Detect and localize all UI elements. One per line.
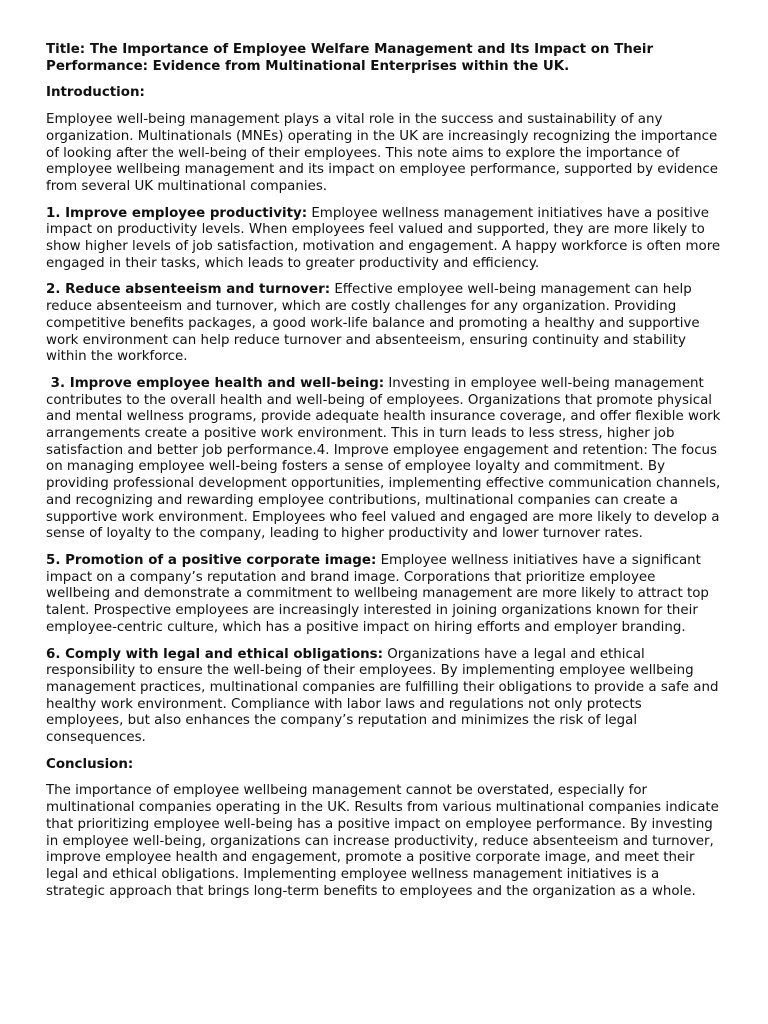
- introduction-heading: Introduction:: [46, 85, 145, 101]
- section-lead: 1. Improve employee productivity:: [46, 205, 308, 221]
- section-lead: 3. Improve employee health and well-being:: [46, 375, 385, 391]
- section-text: Employee wellness initiatives have a significant impact on a company’s reputation and brand image. Corporations that prioritize employee wellbeing and demonstrate a commitment to wellbeing management are more likely to attract top talent. Prospective employees are increasingly interested in joining organizations known for their employee-centric culture, which has a positive impact on hiring efforts and employer branding.: [46, 552, 709, 635]
- section-productivity: [46, 206, 722, 273]
- section-text: Effective employee well-being management can help reduce absenteeism and turnover, which are costly challenges for any organization. Providing competitive benefits packages, a good work-life balance and promoting a healthy and supportive work environment can help reduce turnover and absenteeism, ensuring continuity and stability within the workforce.: [46, 282, 700, 365]
- document-page: [46, 42, 722, 910]
- section-text: Investing in employee well-being management contributes to the overall health and well-being of employees. Organizations that promote physical and mental wellness programs, provide adequate health insurance coverage, and offer flexible work arrangements create a positive work environment. This in turn leads to less stress, higher job satisfaction and better job performance.4. Improve employee engagement and retention: The focus on managing employee well-being fosters a sense of employee loyalty and commitment. By providing professional development opportunities, implementing effective communication channels, and recognizing and rewarding employee contributions, multinational companies can create a supportive work environment. Employees who feel valued and engaged are more likely to develop a sense of loyalty to the company, leading to higher productivity and lower turnover rates.: [46, 375, 721, 542]
- section-text: Employee wellness management initiatives have a positive impact on productivity levels. When employees feel valued and supported, they are more likely to show higher levels of job satisfaction, motivation and engagement. A happy workforce is often more engaged in their tasks, which leads to greater productivity and efficiency.: [46, 205, 721, 271]
- section-lead: 2. Reduce absenteeism and turnover:: [46, 282, 331, 298]
- section-lead: 6. Comply with legal and ethical obligations:: [46, 646, 383, 662]
- conclusion-heading: Conclusion:: [46, 756, 134, 772]
- section-legal: [46, 647, 722, 747]
- section-lead: 5. Promotion of a positive corporate image:: [46, 552, 377, 568]
- introduction-paragraph: Employee well-being management plays a vital role in the success and sustainability of any organization. Multinationals (MNEs) operating in the UK are increasingly recognizing the importance of looking after the well-being of their employees. This note aims to explore the importance of employee wellbeing management and its impact on employee performance, supported by evidence from several UK multinational companies.: [46, 112, 718, 194]
- conclusion-paragraph: The importance of employee wellbeing management cannot be overstated, especially for multinational companies operating in the UK. Results from various multinational companies indicate that prioritizing employee well-being has a positive impact on employee performance. By investing in employee well-being, organizations can increase productivity, reduce absenteeism and turnover, improve employee health and engagement, promote a positive corporate image, and meet their legal and ethical obligations. Implementing employee wellness management initiatives is a strategic approach that brings long-term benefits to employees and the organization as a whole.: [46, 783, 719, 899]
- section-health: [46, 376, 722, 543]
- section-text: Organizations have a legal and ethical responsibility to ensure the well-being of their employees. By implementing employee wellbeing management practices, multinational companies are fulfilling their obligations to provide a safe and healthy work environment. Compliance with labor laws and regulations not only protects employees, but also enhances the company’s reputation and minimizes the risk of legal consequences.: [46, 646, 719, 746]
- document-title: Title: The Importance of Employee Welfare Management and Its Impact on Their Performance: Evidence from Multinational Enterprises within the UK.: [46, 42, 654, 74]
- section-absenteeism: [46, 282, 722, 366]
- section-corporate-image: [46, 553, 722, 637]
